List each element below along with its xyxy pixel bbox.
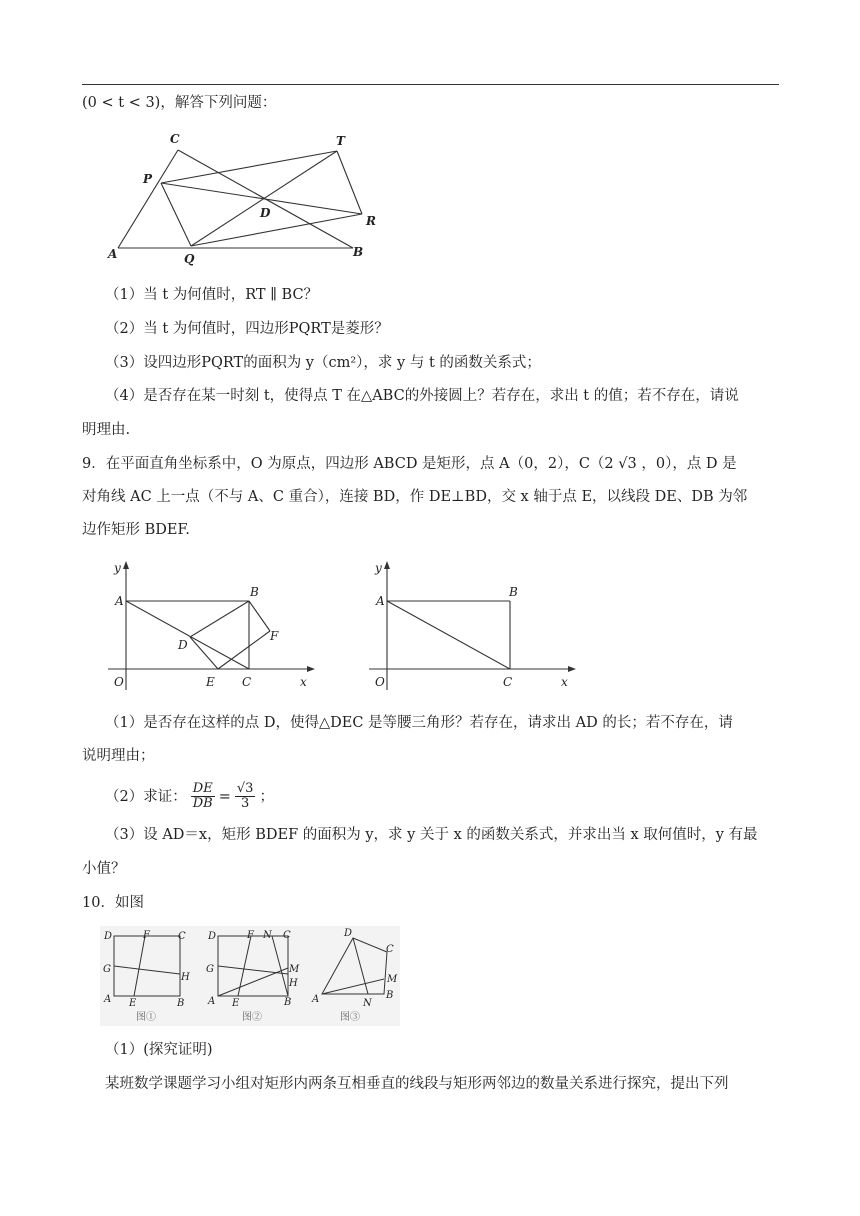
q10-figures (100, 926, 400, 1026)
q9-line-2: 对角线 AC 上一点（不与 A、C 重合），连接 BD，作 DE⊥BD，交 x 轴于点 E，以线段 DE、DB 为邻 (82, 489, 748, 505)
label-B: B (177, 998, 185, 1009)
label-A: A (115, 594, 124, 608)
caption-fig1: 图① (136, 1012, 156, 1023)
label-G: G (206, 964, 214, 975)
label-y: y (114, 561, 121, 575)
label-Q: Q (184, 252, 195, 266)
label-R: R (366, 214, 376, 228)
label-y: y (375, 561, 382, 575)
label-B: B (284, 997, 292, 1008)
q8-figure (100, 128, 390, 266)
label-G: G (103, 964, 111, 975)
label-D: D (208, 931, 217, 942)
label-C: C (503, 675, 513, 689)
label-A: A (208, 996, 216, 1007)
label-M: M (387, 974, 398, 985)
label-A: A (376, 594, 385, 608)
label-C: C (242, 675, 252, 689)
label-F: F (270, 629, 279, 643)
label-B: B (250, 585, 259, 599)
q9-line-1: 9．在平面直角坐标系中，O 为原点，四边形 ABCD 是矩形，点 A（0，2），C（2 √3 ，0），点 D 是 (82, 456, 737, 472)
label-C: C (283, 930, 291, 941)
label-A: A (104, 994, 112, 1005)
equals-sign: = (218, 788, 231, 805)
label-O: O (114, 675, 124, 689)
label-D: D (260, 206, 271, 220)
q9-sub3-line2: 小值？ (82, 861, 126, 877)
label-E: E (129, 998, 137, 1009)
q8-item-1: （1）当 t 为何值时，RT ∥ BC？ (105, 287, 319, 303)
q9-sub1-line1: （1）是否存在这样的点 D，使得△DEC 是等腰三角形？若存在，请求出 AD 的长；若不存在，请 (105, 715, 733, 731)
q9-sub2-suffix: ； (259, 788, 274, 805)
caption-fig3: 图③ (340, 1012, 360, 1023)
q9-sub2-prefix: （2）求证： (105, 788, 187, 805)
label-x: x (561, 675, 568, 689)
q8-item-3: （3）设四边形PQRT的面积为 y（cm²），求 y 与 t 的函数关系式； (105, 355, 541, 371)
frac-numerator: DE (191, 782, 215, 797)
q10-sub1: （1）(探究证明) (105, 1042, 213, 1058)
q10-paragraph: 某班数学课题学习小组对矩形内两条互相垂直的线段与矩形两邻边的数量关系进行探究，提出下列 (105, 1076, 729, 1092)
label-x: x (300, 675, 307, 689)
header-rule (82, 84, 779, 85)
label-P: P (143, 172, 153, 186)
q8-item-4-cont: 明理由. (82, 422, 131, 438)
label-N: N (263, 930, 272, 941)
label-D: D (344, 928, 353, 939)
label-N: N (363, 998, 372, 1009)
label-A: A (108, 247, 118, 261)
frac-denominator: DB (192, 796, 213, 811)
label-F: F (247, 930, 254, 941)
label-H: H (289, 978, 298, 989)
q9-line-3: 边作矩形 BDEF. (82, 522, 190, 538)
fraction-de-db (191, 782, 215, 811)
q8-item-4: （4）是否存在某一时刻 t，使得点 T 在△ABC的外接圆上？若存在，求出 t 的值；若不存在，请说 (105, 388, 739, 404)
condition-text: (0 < t < 3)，解答下列问题： (82, 95, 277, 111)
frac-numerator: √3 (236, 781, 254, 796)
q9-figure-2 (365, 558, 579, 698)
label-D: D (104, 931, 113, 942)
q10-title: 10．如图 (82, 895, 144, 911)
label-A: A (312, 994, 320, 1005)
label-C: C (386, 944, 394, 955)
label-D: D (178, 638, 188, 652)
caption-fig2: 图② (242, 1012, 262, 1023)
q9-figure-1 (104, 558, 318, 698)
label-T: T (336, 134, 345, 148)
label-B: B (509, 585, 518, 599)
label-M: M (289, 964, 300, 975)
label-B: B (353, 245, 364, 259)
label-E: E (232, 998, 240, 1009)
label-C: C (178, 931, 186, 942)
frac-denominator: 3 (241, 796, 250, 811)
q9-sub3-line1: （3）设 AD＝x，矩形 BDEF 的面积为 y，求 y 关于 x 的函数关系式，并求出当 x 取何值时，y 有最 (105, 827, 758, 843)
q8-item-2: （2）当 t 为何值时，四边形PQRT是菱形？ (105, 321, 389, 337)
label-H: H (181, 972, 190, 983)
q9-sub1-line2: 说明理由； (82, 748, 155, 764)
fraction-sqrt3-3 (235, 782, 256, 811)
label-E: E (206, 675, 215, 689)
label-B: B (386, 990, 394, 1001)
label-F: F (143, 930, 150, 941)
label-C: C (170, 132, 180, 146)
label-O: O (375, 675, 385, 689)
q9-sub2 (105, 782, 274, 811)
